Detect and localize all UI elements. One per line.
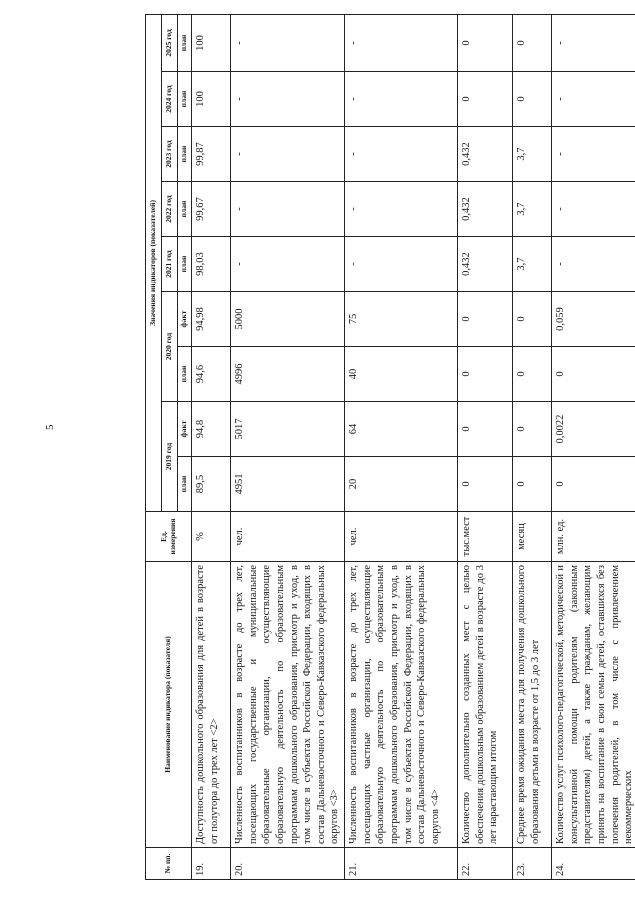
- header-fact: факт: [178, 402, 192, 457]
- value-cell: 20: [345, 457, 458, 512]
- value-cell: 0: [458, 72, 513, 127]
- indicator-name: Количество дополнительно созданных мест с целью обеспечения дошкольным образованием детей в возрасте до 3 лет нарастающим итогом: [458, 562, 513, 848]
- value-cell: 89,5: [192, 457, 231, 512]
- value-cell: -: [231, 182, 345, 237]
- value-cell: -: [231, 72, 345, 127]
- header-year-2021: 2021 год: [162, 237, 178, 292]
- value-cell: 0: [513, 72, 552, 127]
- value-cell: 0,0022: [552, 402, 635, 457]
- value-cell: -: [552, 72, 635, 127]
- value-cell: 0,059: [552, 292, 635, 347]
- value-cell: 0: [458, 402, 513, 457]
- header-year-2022: 2022 год: [162, 182, 178, 237]
- value-cell: 0: [458, 457, 513, 512]
- indicator-name: Среднее время ожидания места для получения дошкольного образования детьми в возрасте от 1,5 до 3 лет: [513, 562, 552, 848]
- value-cell: 0: [458, 14, 513, 71]
- value-cell: 0: [513, 347, 552, 402]
- table-row: [345, 14, 458, 879]
- value-cell: -: [345, 237, 458, 292]
- indicators-table: [145, 14, 635, 880]
- value-cell: -: [345, 127, 458, 182]
- header-plan: план: [178, 347, 192, 402]
- value-cell: 0: [513, 14, 552, 71]
- value-cell: 99,67: [192, 182, 231, 237]
- value-cell: 3,7: [513, 127, 552, 182]
- unit-cell: чел.: [231, 512, 345, 562]
- value-cell: 5000: [231, 292, 345, 347]
- header-plan: план: [178, 457, 192, 512]
- header-plan: план: [178, 127, 192, 182]
- value-cell: 0,432: [458, 182, 513, 237]
- value-cell: -: [345, 72, 458, 127]
- value-cell: 0,432: [458, 237, 513, 292]
- value-cell: 4996: [231, 347, 345, 402]
- value-cell: 0: [552, 347, 635, 402]
- value-cell: -: [552, 127, 635, 182]
- header-year-2020: 2020 год: [162, 292, 178, 402]
- value-cell: 100: [192, 72, 231, 127]
- table-row: [192, 14, 231, 879]
- value-cell: 94,8: [192, 402, 231, 457]
- value-cell: 4951: [231, 457, 345, 512]
- unit-cell: чел.: [345, 512, 458, 562]
- value-cell: -: [552, 237, 635, 292]
- value-cell: 94,98: [192, 292, 231, 347]
- unit-cell: месяц: [513, 512, 552, 562]
- table-row: [458, 14, 513, 879]
- value-cell: 40: [345, 347, 458, 402]
- value-cell: 0: [458, 292, 513, 347]
- value-cell: 0: [458, 347, 513, 402]
- value-cell: 3,7: [513, 182, 552, 237]
- value-cell: 75: [345, 292, 458, 347]
- page-number: 5: [44, 424, 56, 430]
- unit-cell: тыс.мест: [458, 512, 513, 562]
- value-cell: 0: [513, 292, 552, 347]
- table-row: [513, 14, 552, 879]
- header-year-2023: 2023 год: [162, 127, 178, 182]
- value-cell: 0,432: [458, 127, 513, 182]
- value-cell: 5017: [231, 402, 345, 457]
- header-year-2019: 2019 год: [162, 402, 178, 512]
- unit-cell: млн. ед.: [552, 512, 635, 562]
- row-number: 22.: [458, 848, 513, 880]
- value-cell: -: [345, 14, 458, 71]
- row-number: 19.: [192, 848, 231, 880]
- header-name: Наименование индикатора (показателя): [146, 562, 192, 848]
- header-plan: план: [178, 182, 192, 237]
- indicator-name: Численность воспитанников в возрасте до трех лет, посещающих государственные и муниципальные образовательные организации, осуществляющие образовательную деятельность по образовательным программам дошкольного образования, присмотр и уход, в том числе в субъектах Российской Федерации, входящих в состав Дальневосточного и Северо-Кавказского федеральных округов <3>: [231, 562, 345, 848]
- value-cell: 98,03: [192, 237, 231, 292]
- row-number: 24.: [552, 848, 635, 880]
- value-cell: 94,6: [192, 347, 231, 402]
- unit-cell: %: [192, 512, 231, 562]
- indicator-name: Количество услуг психолого-педагогической, методической и консультативной помощи родителям (законным представителям) детей, а также гражданам, желающим принять на воспитание в свои семьи детей, оставшихся без попечения родителей, в том числе с привлечением некоммерческих: [552, 562, 635, 848]
- value-cell: 64: [345, 402, 458, 457]
- value-cell: -: [345, 182, 458, 237]
- value-cell: 99,87: [192, 127, 231, 182]
- value-cell: 0: [513, 457, 552, 512]
- header-plan: план: [178, 14, 192, 71]
- value-cell: 0: [513, 402, 552, 457]
- row-number: 23.: [513, 848, 552, 880]
- row-number: 21.: [345, 848, 458, 880]
- value-cell: 100: [192, 14, 231, 71]
- row-number: 20.: [231, 848, 345, 880]
- header-year-2025: 2025 год: [162, 14, 178, 71]
- header-year-2024: 2024 год: [162, 72, 178, 127]
- value-cell: -: [231, 127, 345, 182]
- header-unit: Ед. измерения: [146, 512, 192, 562]
- header-values: Значения индикаторов (показателей): [146, 14, 162, 511]
- value-cell: 3,7: [513, 237, 552, 292]
- value-cell: -: [552, 182, 635, 237]
- rotated-table-container: [145, 15, 635, 880]
- value-cell: -: [231, 237, 345, 292]
- header-plan: план: [178, 72, 192, 127]
- value-cell: 0: [552, 457, 635, 512]
- table-row: [552, 14, 635, 879]
- header-fact: факт: [178, 292, 192, 347]
- header-no: № пп.: [146, 848, 192, 880]
- indicator-name: Доступность дошкольного образования для детей в возрасте от полутора до трех лет <2>: [192, 562, 231, 848]
- value-cell: -: [552, 14, 635, 71]
- header-plan: план: [178, 237, 192, 292]
- table-row: [231, 14, 345, 879]
- value-cell: -: [231, 14, 345, 71]
- indicator-name: Численность воспитанников в возрасте до трех лет, посещающих частные организации, осуществляющие образовательную деятельность по образовательным программам дошкольного образования, присмотр и уход, в том числе в субъектах Российской Федерации, входящих в состав Дальневосточного и Северо-Кавказского федеральных округов <4>: [345, 562, 458, 848]
